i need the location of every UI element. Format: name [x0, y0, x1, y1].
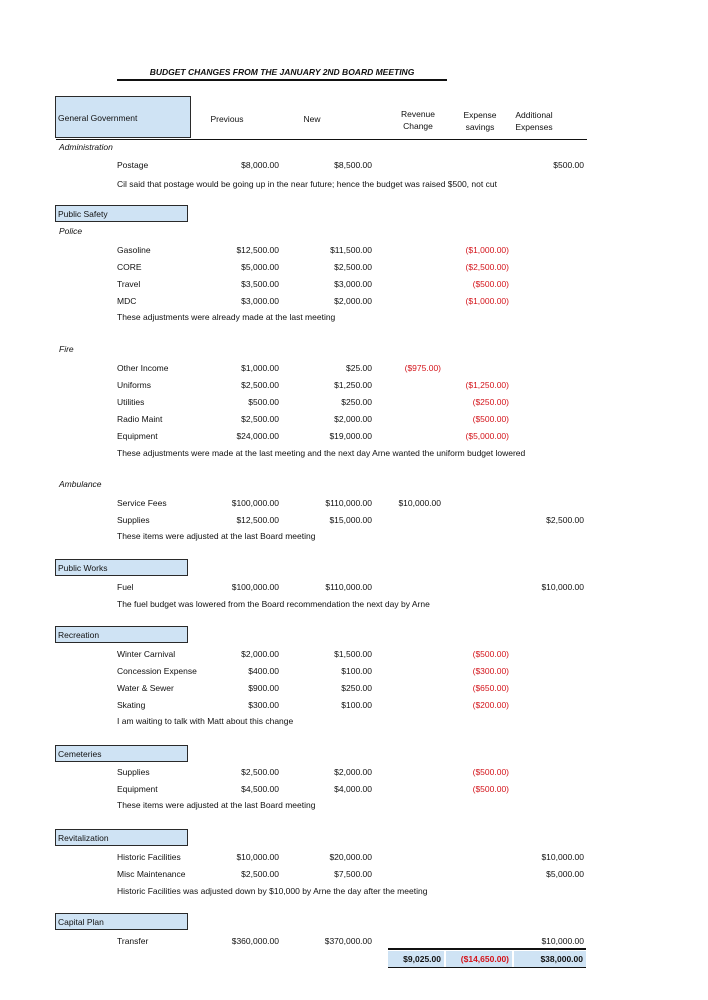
row-label: Uniforms — [117, 380, 152, 390]
row-expense-savings: ($300.00) — [472, 666, 509, 676]
row-expense-savings: ($1,000.00) — [465, 296, 509, 306]
row-previous: $24,000.00 — [236, 431, 279, 441]
col-additional-line2: Expenses — [515, 122, 553, 132]
row-expense-savings: ($1,250.00) — [465, 380, 509, 390]
row-new: $8,500.00 — [334, 160, 372, 170]
row-expense-savings: ($250.00) — [472, 397, 509, 407]
total-revenue-change: $9,025.00 — [388, 951, 444, 967]
table-row — [0, 699, 708, 711]
section-general-government: General Government — [55, 96, 191, 138]
row-previous: $2,500.00 — [241, 414, 279, 424]
row-new: $250.00 — [341, 683, 372, 693]
section-recreation: Recreation — [55, 626, 188, 643]
row-label: CORE — [117, 262, 142, 272]
row-previous: $500.00 — [248, 397, 279, 407]
row-previous: $10,000.00 — [236, 852, 279, 862]
table-row — [0, 665, 708, 677]
table-row — [0, 783, 708, 795]
totals-rule — [388, 948, 586, 950]
row-new: $11,500.00 — [330, 245, 372, 255]
col-additional-expenses — [508, 109, 560, 133]
row-new: $2,000.00 — [334, 296, 372, 306]
table-row — [0, 244, 708, 256]
row-expense-savings: ($500.00) — [472, 414, 509, 424]
table-row — [0, 682, 708, 694]
note-cemeteries: These items were adjusted at the last Board meeting — [117, 800, 316, 810]
row-label: Service Fees — [117, 498, 167, 508]
section-cemeteries: Cemeteries — [55, 745, 188, 762]
sub-ambulance: Ambulance — [59, 479, 102, 489]
note-public-works: The fuel budget was lowered from the Board recommendation the next day by Arne — [117, 599, 430, 609]
row-previous: $2,000.00 — [241, 649, 279, 659]
sub-administration: Administration — [59, 142, 113, 152]
document-title: BUDGET CHANGES FROM THE JANUARY 2ND BOARD MEETING — [149, 67, 415, 77]
note-recreation: I am waiting to talk with Matt about this change — [117, 716, 294, 726]
row-label: Postage — [117, 160, 149, 170]
col-previous: Previous — [210, 114, 244, 124]
row-label: Concession Expense — [117, 666, 197, 676]
col-revenue-line1: Revenue — [400, 109, 436, 119]
row-label: Gasoline — [117, 245, 151, 255]
row-additional: $10,000.00 — [541, 582, 584, 592]
table-row — [0, 261, 708, 273]
note-revitalization: Historic Facilities was adjusted down by $10,000 by Arne the day after the meeting — [117, 886, 428, 896]
row-previous: $5,000.00 — [241, 262, 279, 272]
row-label: Historic Facilities — [117, 852, 181, 862]
row-new: $15,000.00 — [329, 515, 372, 525]
note-fire: These adjustments were made at the last meeting and the next day Arne wanted the uniform budget lowered — [117, 448, 526, 458]
row-expense-savings: ($500.00) — [472, 784, 509, 794]
col-expense-savings — [455, 109, 505, 133]
table-row — [0, 514, 708, 526]
title-underline — [117, 79, 447, 81]
row-previous: $12,500.00 — [236, 515, 279, 525]
row-additional: $5,000.00 — [546, 869, 584, 879]
row-new: $2,000.00 — [334, 414, 372, 424]
row-new: $1,500.00 — [334, 649, 372, 659]
row-additional: $500.00 — [553, 160, 584, 170]
total-additional-expenses: $38,000.00 — [514, 951, 586, 967]
note-police: These adjustments were already made at the last meeting — [117, 312, 336, 322]
table-row — [0, 278, 708, 290]
table-row — [0, 581, 708, 593]
col-expense-line2: savings — [465, 122, 495, 132]
col-additional-line1: Additional — [515, 110, 553, 120]
table-row — [0, 497, 708, 509]
row-new: $4,000.00 — [334, 784, 372, 794]
table-row — [0, 379, 708, 391]
table-row — [0, 648, 708, 660]
row-expense-savings: ($200.00) — [472, 700, 509, 710]
col-revenue-change — [393, 108, 443, 132]
row-additional: $10,000.00 — [541, 936, 584, 946]
row-new: $250.00 — [341, 397, 372, 407]
row-new: $1,250.00 — [334, 380, 372, 390]
section-public-works: Public Works — [55, 559, 188, 576]
row-previous: $3,500.00 — [241, 279, 279, 289]
table-row — [0, 295, 708, 307]
row-new: $20,000.00 — [329, 852, 372, 862]
row-new: $3,000.00 — [334, 279, 372, 289]
note-administration: Cil said that postage would be going up in the near future; hence the budget was raised $500, not cut — [117, 179, 497, 189]
row-previous: $2,500.00 — [241, 380, 279, 390]
table-row — [0, 430, 708, 442]
row-new: $2,500.00 — [334, 262, 372, 272]
row-previous: $8,000.00 — [241, 160, 279, 170]
row-previous: $3,000.00 — [241, 296, 279, 306]
row-expense-savings: ($2,500.00) — [465, 262, 509, 272]
row-previous: $1,000.00 — [241, 363, 279, 373]
row-previous: $100,000.00 — [231, 498, 279, 508]
row-label: Travel — [117, 279, 141, 289]
row-label: Radio Maint — [117, 414, 163, 424]
row-expense-savings: ($650.00) — [472, 683, 509, 693]
row-new: $2,000.00 — [334, 767, 372, 777]
note-ambulance: These items were adjusted at the last Board meeting — [117, 531, 316, 541]
col-revenue-line2: Change — [403, 121, 433, 131]
table-row — [0, 766, 708, 778]
row-previous: $900.00 — [248, 683, 279, 693]
row-new: $100.00 — [341, 700, 372, 710]
row-previous: $2,500.00 — [241, 869, 279, 879]
row-label: Winter Carnival — [117, 649, 176, 659]
row-new: $19,000.00 — [329, 431, 372, 441]
sub-fire: Fire — [59, 344, 74, 354]
row-label: Equipment — [117, 431, 158, 441]
section-revitalization: Revitalization — [55, 829, 188, 846]
row-label: Skating — [117, 700, 146, 710]
totals-bottom-rule — [388, 967, 586, 968]
row-expense-savings: ($500.00) — [472, 649, 509, 659]
row-label: Other Income — [117, 363, 169, 373]
col-new: New — [303, 114, 321, 124]
row-label: Supplies — [117, 767, 150, 777]
row-label: Fuel — [117, 582, 134, 592]
row-label: Equipment — [117, 784, 158, 794]
row-new: $7,500.00 — [334, 869, 372, 879]
row-label: Utilities — [117, 397, 145, 407]
table-row — [0, 362, 708, 374]
row-previous: $400.00 — [248, 666, 279, 676]
table-row — [0, 851, 708, 863]
row-new: $25.00 — [346, 363, 372, 373]
table-row — [0, 935, 708, 947]
row-previous: $360,000.00 — [231, 936, 279, 946]
col-expense-line1: Expense — [463, 110, 497, 120]
row-new: $110,000.00 — [325, 582, 372, 592]
row-previous: $2,500.00 — [241, 767, 279, 777]
table-row — [0, 413, 708, 425]
row-expense-savings: ($1,000.00) — [465, 245, 509, 255]
row-additional: $10,000.00 — [541, 852, 584, 862]
table-row — [0, 396, 708, 408]
table-row — [0, 159, 708, 171]
section-capital-plan: Capital Plan — [55, 913, 188, 930]
row-revenue-change: $10,000.00 — [398, 498, 441, 508]
section-public-safety: Public Safety — [55, 205, 188, 222]
row-revenue-change: ($975.00) — [404, 363, 441, 373]
row-label: Supplies — [117, 515, 150, 525]
header-rule — [56, 139, 587, 140]
row-expense-savings: ($500.00) — [472, 767, 509, 777]
row-label: Transfer — [117, 936, 149, 946]
row-new: $100.00 — [341, 666, 372, 676]
row-previous: $4,500.00 — [241, 784, 279, 794]
row-new: $370,000.00 — [324, 936, 372, 946]
row-previous: $100,000.00 — [231, 582, 279, 592]
sub-police: Police — [59, 226, 83, 236]
row-label: Water & Sewer — [117, 683, 174, 693]
row-expense-savings: ($5,000.00) — [465, 431, 509, 441]
row-new: $110,000.00 — [325, 498, 372, 508]
total-expense-savings: ($14,650.00) — [446, 951, 512, 967]
row-expense-savings: ($500.00) — [472, 279, 509, 289]
row-label: Misc Maintenance — [117, 869, 186, 879]
table-row — [0, 868, 708, 880]
row-previous: $12,500.00 — [236, 245, 279, 255]
row-label: MDC — [117, 296, 137, 306]
row-previous: $300.00 — [248, 700, 279, 710]
row-additional: $2,500.00 — [546, 515, 584, 525]
